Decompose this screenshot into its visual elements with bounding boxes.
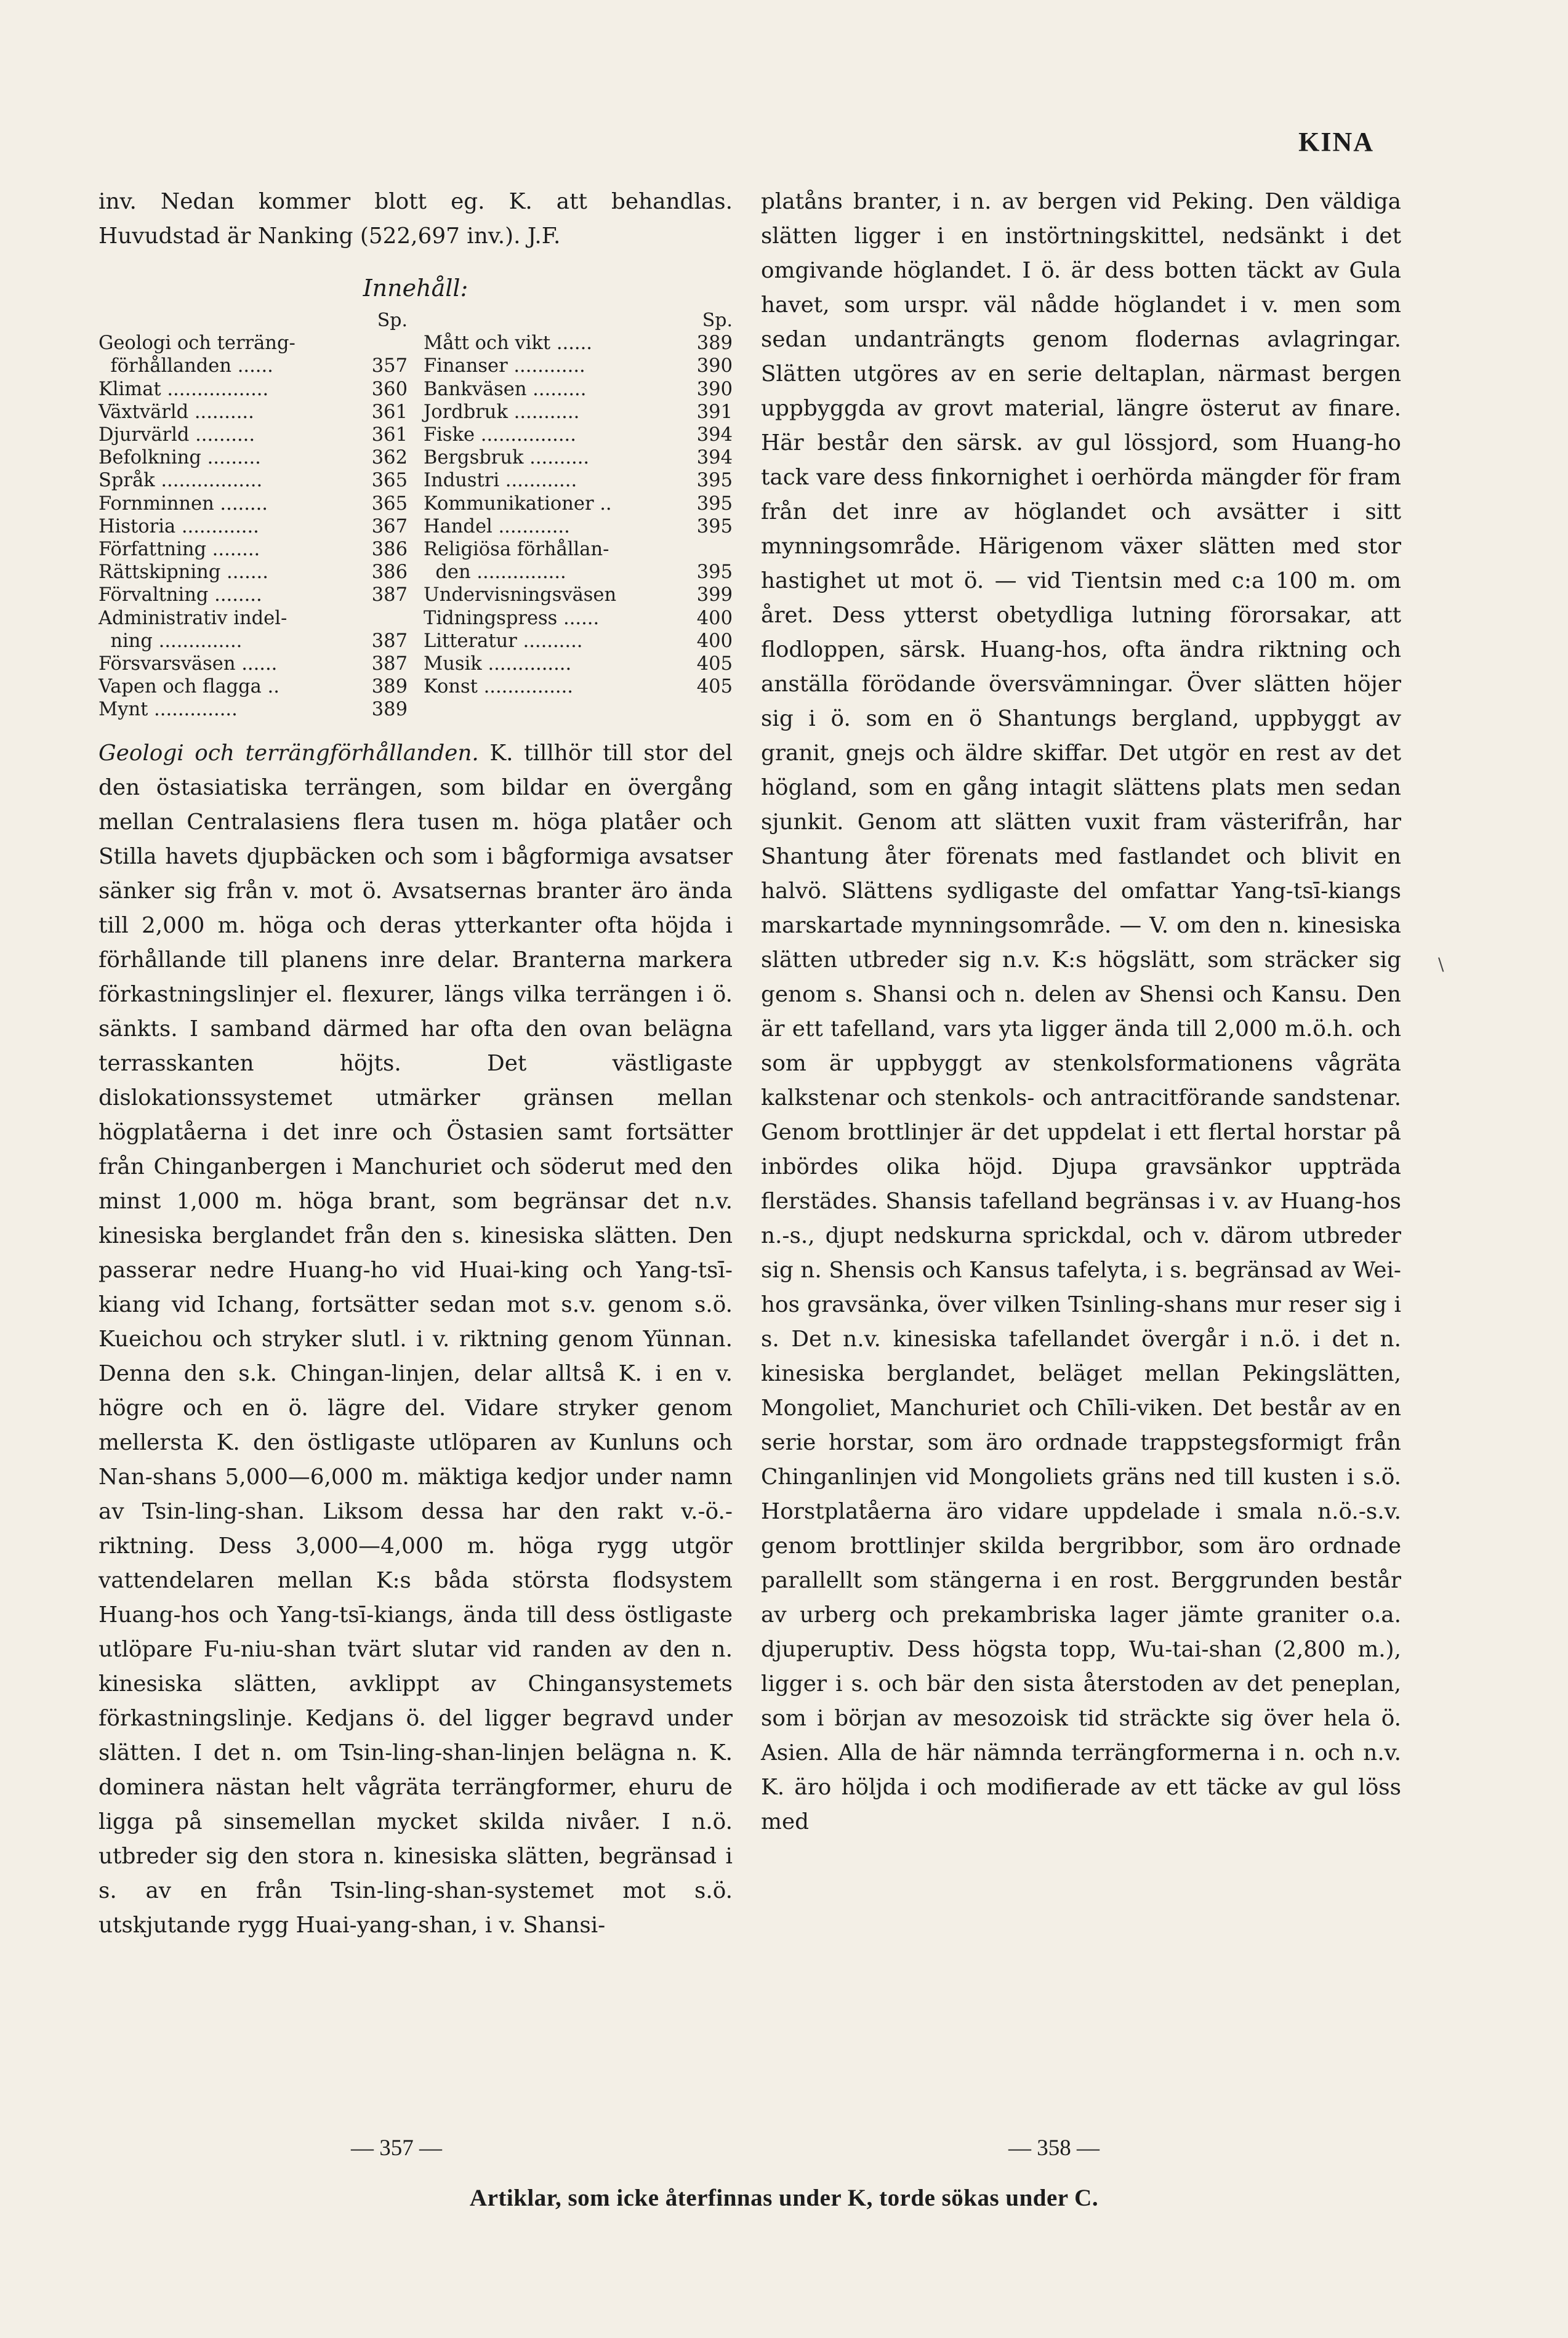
toc-entry-page: 394 (696, 447, 733, 469)
toc-entry-page: 365 (371, 492, 408, 515)
toc-entry (99, 607, 408, 630)
toc-entry-name: Förvaltning ........ (99, 584, 262, 606)
toc-entry-name: Kommunikationer .. (424, 492, 612, 515)
toc-left-list (99, 309, 408, 721)
toc-entry-name: Administrativ indel- (99, 607, 287, 629)
toc-entry-page: 400 (696, 630, 733, 652)
toc-entry (99, 378, 408, 401)
toc-entry-name: Språk ................. (99, 470, 263, 492)
toc-entry-page: 361 (371, 424, 408, 446)
toc-entry (99, 401, 408, 424)
toc-entry (99, 538, 408, 561)
section-heading: Geologi och terrängförhållanden. (99, 740, 479, 766)
toc-entry-name: ning .............. (99, 630, 243, 652)
toc-entry (99, 355, 408, 377)
toc-entry (99, 675, 408, 698)
toc-entry-name: Klimat ................. (99, 378, 269, 400)
toc-entry-page: 389 (371, 699, 408, 721)
toc-entry-page: 395 (696, 515, 733, 537)
toc-entry-name: förhållanden ...... (99, 355, 273, 377)
toc-entry-name: Handel ............ (424, 515, 570, 537)
toc-entry-page: 387 (371, 653, 408, 675)
toc-entry-name: Litteratur .......... (424, 630, 583, 652)
toc-column-header: Sp. (377, 310, 408, 331)
toc-entry-page: 395 (696, 492, 733, 515)
toc-entry (424, 675, 733, 698)
toc-entry (424, 492, 733, 515)
toc-entry-name: Bankväsen ......... (424, 378, 587, 400)
toc-entry-name: Försvarsväsen ...... (99, 653, 278, 675)
toc-entry-page: 389 (371, 676, 408, 698)
toc-title: Innehåll: (363, 275, 468, 302)
toc-entry-page (374, 607, 408, 630)
toc-entry (99, 698, 408, 721)
toc-entry-page: 389 (696, 332, 733, 355)
section-paragraph (99, 736, 733, 1943)
toc-entry (99, 424, 408, 446)
toc-entry-name: Bergsbruk .......... (424, 447, 590, 469)
toc-entry-page: 395 (696, 561, 733, 584)
toc-entry-name: Mått och vikt ...... (424, 332, 592, 355)
toc-entry-page: 390 (696, 378, 733, 400)
toc-entry-page: 405 (696, 676, 733, 698)
toc-right-list (424, 309, 733, 721)
toc-entry (99, 561, 408, 584)
toc-entry-page: 360 (371, 378, 408, 400)
footer-note: Artiklar, som icke återfinnas under K, torde sökas under C. (469, 2185, 1099, 2211)
toc-entry-name: Musik .............. (424, 653, 572, 675)
toc-entry (424, 424, 733, 446)
toc-entry (99, 492, 408, 515)
toc-entry-name: Religiösa förhållan- (424, 539, 609, 561)
toc-entry (99, 332, 408, 355)
toc-entry-name: Jordbruk ........... (424, 401, 580, 423)
toc-entry-page: 361 (371, 401, 408, 423)
toc-entry (424, 446, 733, 469)
toc-entry (424, 653, 733, 675)
intro-paragraph: inv. Nedan kommer blott eg. K. att behandlas. Huvudstad är Nanking (522,697 inv.). J.F. (99, 189, 733, 249)
toc-entry (424, 469, 733, 492)
margin-mark: \ (1438, 954, 1444, 974)
toc-entry (424, 378, 733, 401)
toc-entry-page: 395 (696, 470, 733, 492)
toc-entry-page: 391 (696, 401, 733, 423)
toc-entry-name: den ............... (424, 561, 566, 584)
page-number-left: — 357 — (351, 2135, 442, 2161)
toc-entry (424, 584, 733, 606)
toc-entry (424, 630, 733, 653)
toc-entry-name: Undervisningsväsen (424, 584, 617, 606)
toc-entry-page: 386 (371, 561, 408, 584)
toc-entry (99, 446, 408, 469)
toc-entry-page (699, 538, 733, 561)
toc-entry-page: 405 (696, 653, 733, 675)
toc-entry-name: Konst ............... (424, 676, 574, 698)
toc-entry (424, 401, 733, 424)
toc-entry-page: 399 (696, 584, 733, 606)
toc-entry-name: Industri ............ (424, 470, 577, 492)
right-column-text: platåns branter, i n. av bergen vid Peking. Den väldiga slätten ligger i en instörtningskittel, nedsänkt i det omgivande höglandet. I ö. är dess botten täckt av Gula havet, som urspr. väl nådde höglandet i v. men som sedan undanträngts genom flodernas avlagringar. Slätten utgöres av en serie deltaplan, närmast bergen uppbyggda av grovt material, längre österut av finare. Här består den särsk. av gul lössjord, som Huang-ho tack vare dess finkornighet i oerhörda mängder för fram från det inre av höglandet och avsätter i sitt mynningsområde. Härigenom växer slätten med stor hastighet ut mot ö. — vid Tientsin med c:a 100 m. om året. Dess ytterst obetydliga lutning förorsakar, att flodloppen, särsk. Huang-hos, ofta ändra riktning och anställa förödande översvämningar. Över slätten höjer sig i ö. som en ö Shantungs bergland, uppbyggt av granit, gnejs och äldre skiffar. Det utgör en rest av det högland, som en gång intagit slättens plats men sedan sjunkit. Genom att slätten vuxit fram västerifrån, har Shantung åter förenats med fastlandet och blivit en halvö. Slättens sydligaste del omfattar Yang-tsī-kiangs marskartade mynningsområde. — V. om den n. kinesiska slätten utbreder sig n.v. K:s högslätt, som sträcker sig genom s. Shansi och n. delen av Shensi och Kansu. Den är ett tafelland, vars yta ligger ända till 2,000 m.ö.h. och som är uppbyggt av stenkolsformationens vågräta kalkstenar och stenkols- och antracitförande sandstenar. Genom brottlinjer är det uppdelat i ett flertal horstar på inbördes olika höjd. Djupa gravsänkor uppträda flerstädes. Shansis tafelland begränsas i v. av Huang-hos n.-s., djupt nedskurna sprickdal, och v. därom utbreder sig n. Shensis och Kansus tafelyta, i s. begränsad av Wei-hos gravsänka, över vilken Tsinling-shans mur reser sig i s. Det n.v. kinesiska tafellandet övergår i n.ö. i det n. kinesiska berglandet, beläget mellan Pekingslätten, Mongoliet, Manchuriet och Chīli-viken. Det består av en serie horstar, som äro ordnade trappstegsformigt från Chinganlinjen vid Mongoliets gräns ned till kusten i s.ö. Horstplatåerna äro vidare uppdelade i smala n.ö.-s.v. genom brottlinjer skilda bergribbor, som äro ordnade parallellt som stängerna i en rost. Berggrunden består av urberg och prekambriska lager jämte graniter o.a. djuperuptiv. Dess högsta topp, Wu-tai-shan (2,800 m.), ligger i s. och bär den sista återstoden av det peneplan, som i början av mesozoisk tid sträckte sig över hela ö. Asien. Alla de här nämnda terrängformerna i n. och n.v. K. äro höljda i och modifierade av ett täcke av gul löss med (761, 189, 1401, 1834)
toc-entry (424, 607, 733, 630)
toc-entry-page: 387 (371, 584, 408, 606)
toc-entry-page: 400 (696, 607, 733, 629)
toc-entry (424, 355, 733, 377)
toc-entry (99, 653, 408, 675)
toc-entry (424, 561, 733, 584)
toc-entry-name: Vapen och flagga .. (99, 676, 279, 698)
toc-entry-page: 387 (371, 630, 408, 652)
toc-entry-page: 367 (371, 515, 408, 537)
page-number-right: — 358 — (1008, 2135, 1100, 2161)
toc-entry (99, 515, 408, 538)
toc-column-header: Sp. (702, 310, 733, 331)
toc-entry (99, 469, 408, 492)
toc-entry-page: 390 (696, 355, 733, 377)
toc-entry (424, 538, 733, 561)
toc-entry-name: Mynt .............. (99, 699, 238, 721)
toc-entry-name: Författning ........ (99, 539, 260, 561)
toc-entry-page: 365 (371, 470, 408, 492)
toc-entry-page: 394 (696, 424, 733, 446)
toc-entry-name: Fornminnen ........ (99, 492, 268, 515)
toc-entry-name: Växtvärld .......... (99, 401, 254, 423)
toc-entry-name: Fiske ................ (424, 424, 576, 446)
toc-entry-page: 362 (371, 447, 408, 469)
left-column (99, 185, 733, 1943)
table-of-contents (99, 309, 733, 721)
toc-entry-page: 386 (371, 539, 408, 561)
toc-entry-page: 357 (371, 355, 408, 377)
toc-entry (99, 630, 408, 653)
toc-entry-name: Djurvärld .......... (99, 424, 255, 446)
toc-entry-name: Historia ............. (99, 515, 259, 537)
toc-entry-name: Geologi och terräng- (99, 332, 296, 355)
section-body: K. tillhör till stor del den östasiatiska terrängen, som bildar en övergång mellan Centralasiens flera tusen m. höga platåer och Stilla havets djupbäcken och som i bågformiga avsatser sänker sig från v. mot ö. Avsatsernas branter äro ända till 2,000 m. höga och deras ytterkanter ofta höjda i förhållande till planens inre delar. Branterna markera förkastningslinjer el. flexurer, längs vilka terrängen i ö. sänkts. I samband därmed har ofta den ovan belägna terrasskanten höjts. Det västligaste dislokationssystemet utmärker gränsen mellan högplatåerna i det inre och Östasien samt fortsätter från Chinganbergen i Manchuriet och söderut med den minst 1,000 m. höga brant, som begränsar det n.v. kinesiska berglandet från den s. kinesiska slätten. Den passerar nedre Huang-ho vid Huai-king och Yang-tsī-kiang vid Ichang, fortsätter sedan mot s.v. genom s.ö. Kueichou och stryker slutl. i v. riktning genom Yünnan. Denna den s.k. Chingan-linjen, delar alltså K. i en v. högre och en ö. lägre del. Vidare stryker genom mellersta K. den östligaste utlöparen av Kunluns och Nan-shans 5,000—6,000 m. mäktiga kedjor under namn av Tsin-ling-shan. Liksom dessa har den rakt v.-ö.-riktning. Dess 3,000—4,000 m. höga rygg utgör vattendelaren mellan K:s båda största flodsystem Huang-hos och Yang-tsī-kiangs, ända till dess östligaste utlöpare Fu-niu-shan tvärt slutar vid randen av den n. kinesiska slätten, avklippt av Chingansystemets förkastningslinje. Kedjans ö. del ligger begravd under slätten. I det n. om Tsin-ling-shan-linjen belägna n. K. dominera nästan helt vågräta terrängformer, ehuru de ligga på sinsemellan mycket skilda nivåer. I n.ö. utbreder sig den stora n. kinesiska slätten, begränsad i s. av en från Tsin-ling-shan-systemet mot s.ö. utskjutande rygg Huai-yang-shan, i v. Shansi- (99, 740, 733, 1938)
toc-entry-name: Rättskipning ....... (99, 561, 268, 584)
right-column (761, 185, 1401, 1839)
toc-entry (99, 584, 408, 606)
running-header: KINA (1298, 127, 1374, 157)
toc-entry (424, 332, 733, 355)
toc-entry-page (374, 332, 408, 355)
toc-entry (424, 515, 733, 538)
toc-entry-name: Finanser ............ (424, 355, 585, 377)
toc-entry-name: Befolkning ......... (99, 447, 261, 469)
toc-entry-name: Tidningspress ...... (424, 607, 600, 629)
